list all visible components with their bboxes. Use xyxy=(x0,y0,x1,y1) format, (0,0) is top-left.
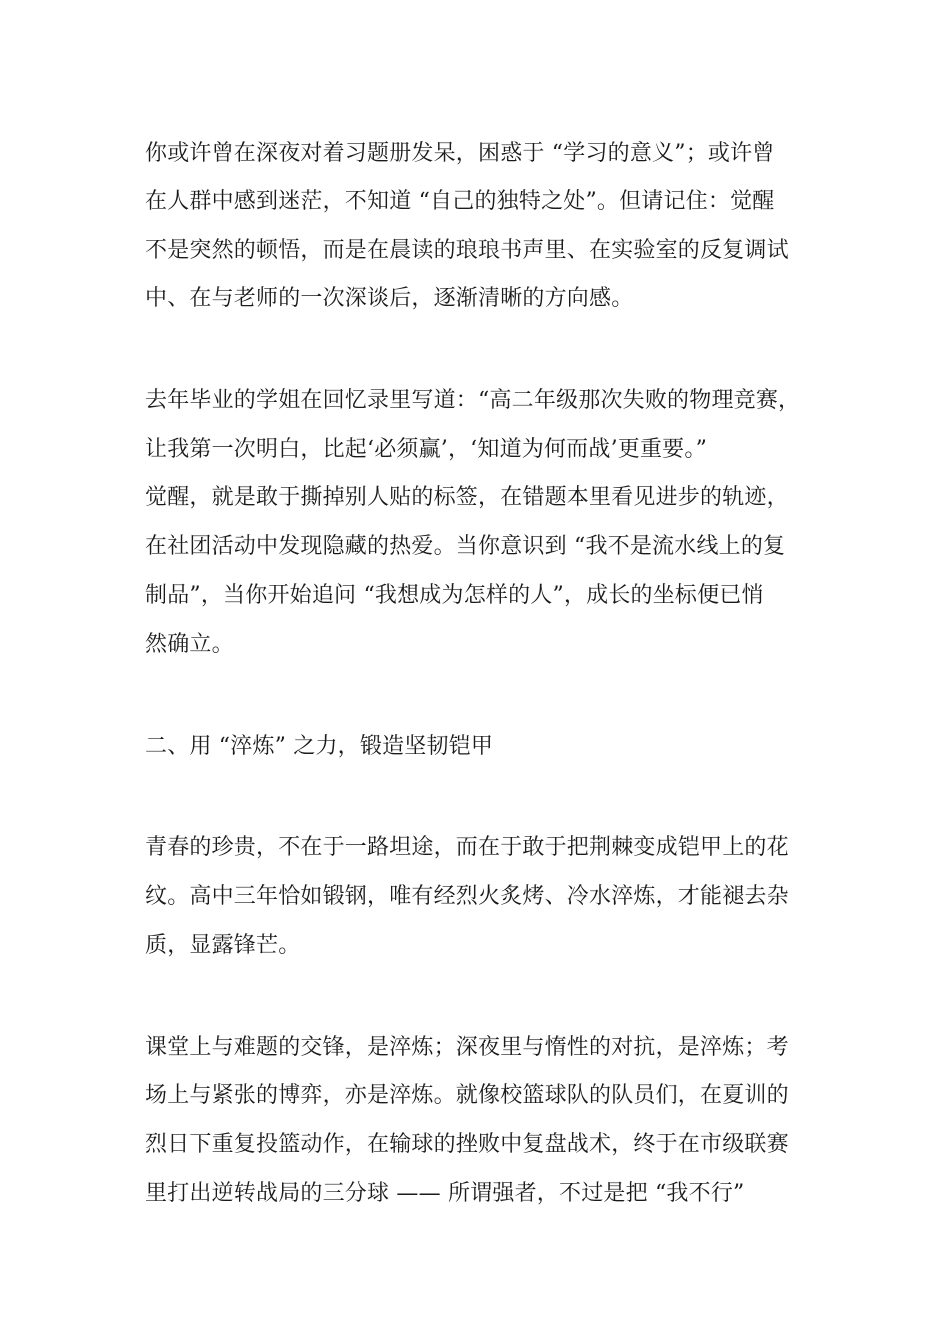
text-line: 中、在与老师的一次深谈后，逐渐清晰的方向感。 xyxy=(145,286,634,311)
text-line: 制品”，当你开始追问 “我想成为怎样的人”，成长的坐标便已悄 xyxy=(145,583,764,608)
text-line: 去年毕业的学姐在回忆录里写道：“高二年级那次失败的物理竞赛， xyxy=(145,388,801,413)
text-line: 然确立。 xyxy=(145,632,234,657)
section-heading-text: 二、用 “淬炼” 之力，锻造坚韧铠甲 xyxy=(145,734,494,759)
text-line: 场上与紧张的博弈，亦是淬炼。就像校篮球队的队员们，在夏训的 xyxy=(145,1083,789,1108)
text-line: 质，显露锋芒。 xyxy=(145,933,301,958)
text-line: 里打出逆转战局的三分球 —— 所谓强者，不过是把 “我不行” xyxy=(145,1181,745,1206)
text-line: 让我第一次明白，比起‘必须赢’，‘知道为何而战’更重要。” xyxy=(145,437,708,462)
text-line: 烈日下重复投篮动作，在输球的挫败中复盘战术，终于在市级联赛 xyxy=(145,1132,789,1157)
text-line: 在社团活动中发现隐藏的热爱。当你意识到 “我不是流水线上的复 xyxy=(145,534,786,559)
text-line: 纹。高中三年恰如锻钢，唯有经烈火炙烤、冷水淬炼，才能褪去杂 xyxy=(145,884,789,909)
text-line: 青春的珍贵，不在于一路坦途，而在于敢于把荆棘变成铠甲上的花 xyxy=(145,835,789,860)
text-line: 课堂上与难题的交锋，是淬炼；深夜里与惰性的对抗，是淬炼；考 xyxy=(145,1035,789,1060)
text-line: 觉醒，就是敢于撕掉别人贴的标签，在错题本里看见进步的轨迹， xyxy=(145,485,789,510)
text-line: 在人群中感到迷茫，不知道 “自己的独特之处”。但请记住：觉醒 xyxy=(145,189,775,214)
text-line: 不是突然的顿悟，而是在晨读的琅琅书声里、在实验室的反复调试 xyxy=(145,238,789,263)
text-line: 你或许曾在深夜对着习题册发呆，困惑于 “学习的意义”；或许曾 xyxy=(145,141,775,166)
